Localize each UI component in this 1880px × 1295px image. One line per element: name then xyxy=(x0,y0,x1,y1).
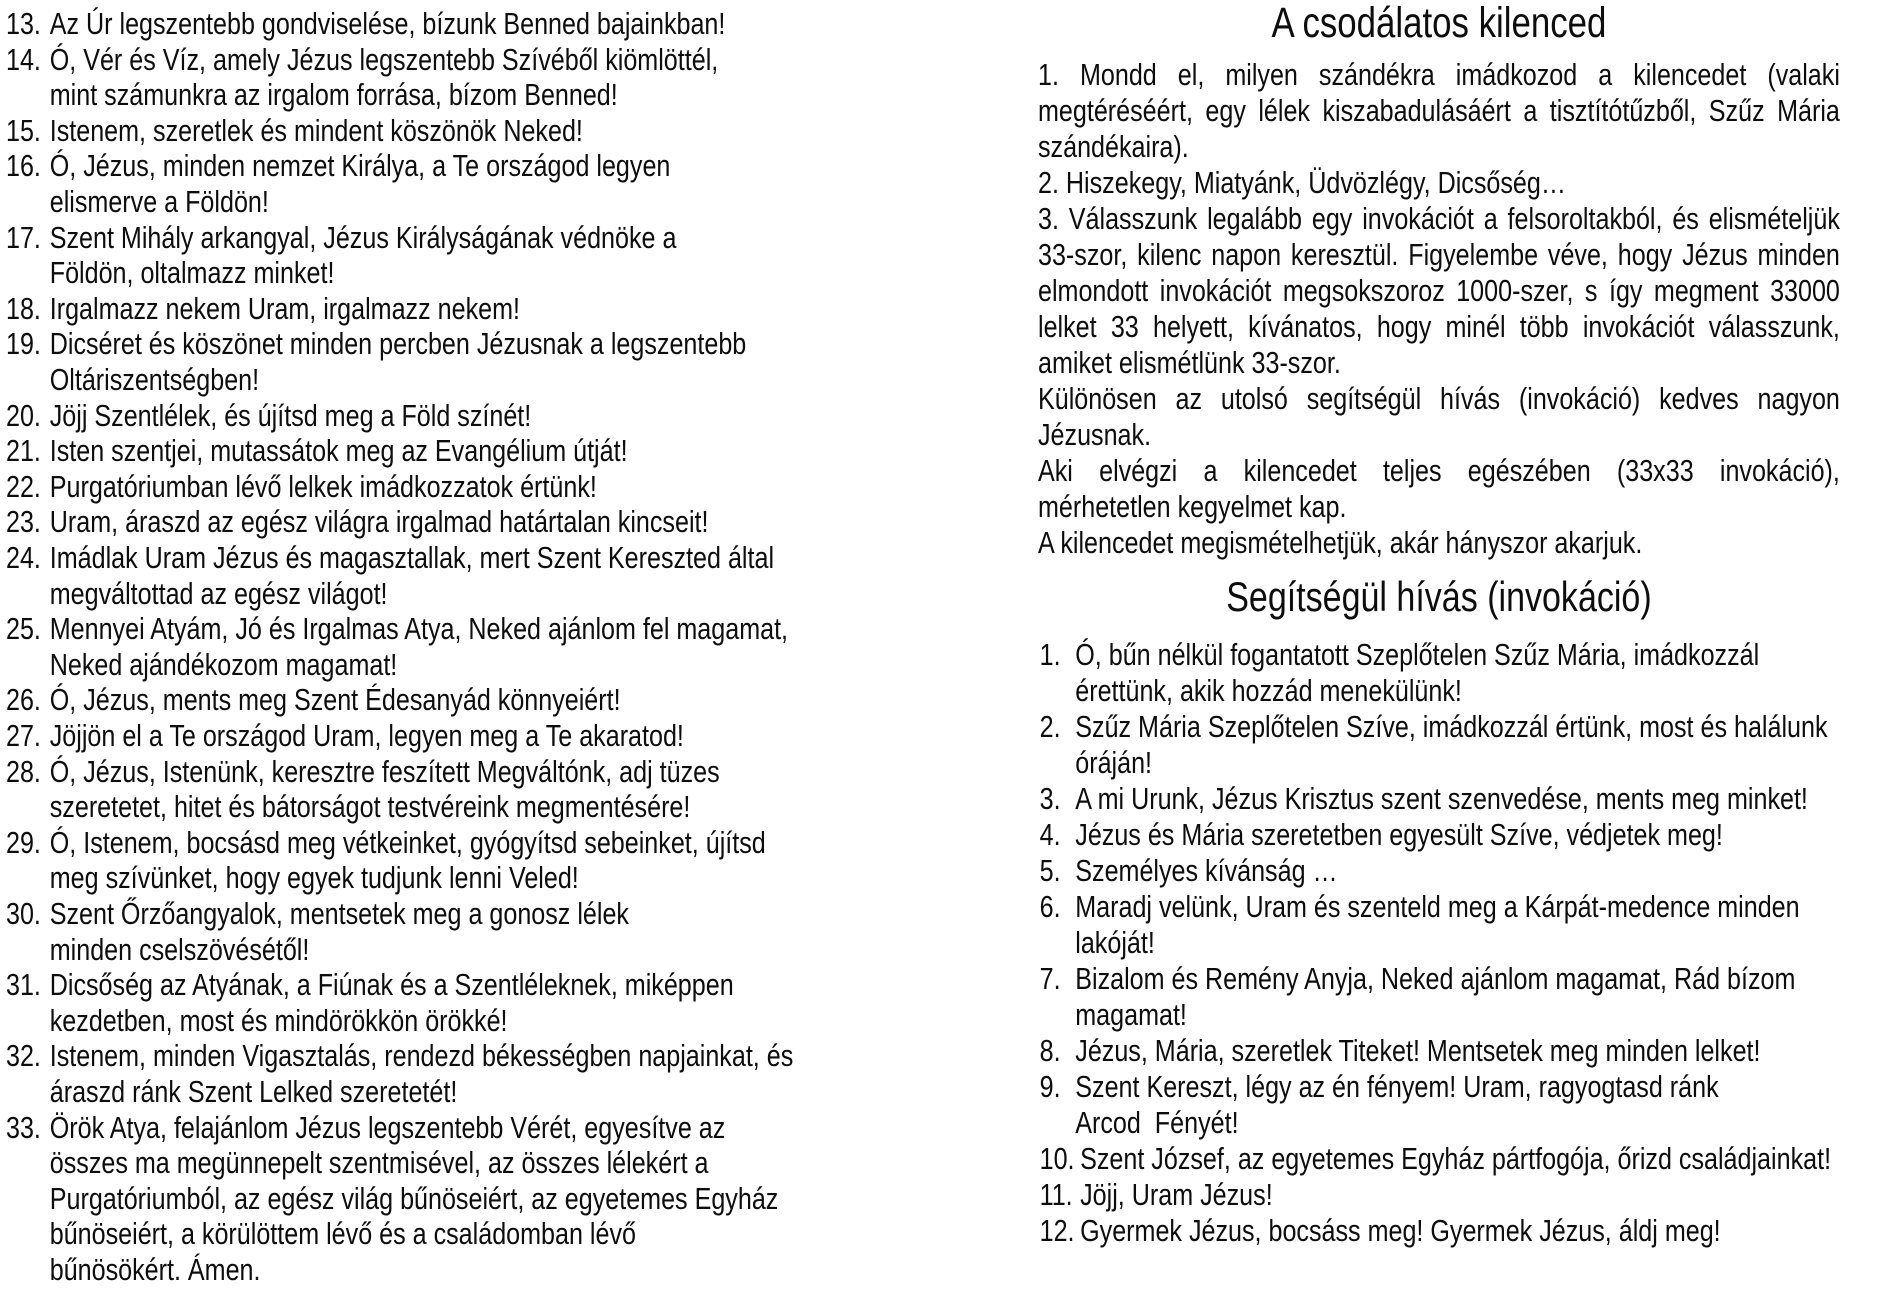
list-item-number: 25. xyxy=(6,611,41,647)
invocation-number: 6. xyxy=(1039,889,1061,924)
list-item-number: 32. xyxy=(6,1038,41,1074)
invocation-number: 9. xyxy=(1039,1069,1061,1104)
list-item-text: Szent Őrzőangyalok, mentsetek meg a gonosz lélek xyxy=(49,896,629,931)
invocation-text: Személyes kívánság … xyxy=(1075,853,1338,888)
instruction-line: lelket 33 helyett, kívánatos, hogy minél több invokációt válasszunk, xyxy=(1038,309,1840,344)
invocation-text: Ó, bűn nélkül fogantatott Szeplőtelen Szűz Mária, imádkozzál xyxy=(1075,637,1760,672)
list-item-text: Ó, Jézus, minden nemzet Királya, a Te országod legyen xyxy=(49,148,671,184)
list-item-number: 21. xyxy=(6,433,41,469)
list-item-number: 22. xyxy=(6,468,41,504)
invocation-text: Jézus, Mária, szeretlek Titeket! Mentsetek meg minden lelket! xyxy=(1075,1033,1761,1068)
list-item-text: Ó, Istenem, bocsásd meg vétkeinket, gyógyítsd sebeinket, újítsd xyxy=(49,824,766,860)
list-item-number: 27. xyxy=(6,718,41,753)
list-item-number: 20. xyxy=(6,397,41,433)
invocation-number: 5. xyxy=(1039,853,1061,888)
list-item-text: bűnöseiért, a körülöttem lévő és a családomban lévő xyxy=(49,1216,636,1252)
list-item-text: Az Úr legszentebb gondviselése, bízunk Benned bajainkban! xyxy=(49,6,726,41)
list-item-text: kezdetben, most és mindörökkön örökké! xyxy=(49,1002,508,1038)
invocation-number: 7. xyxy=(1039,961,1061,996)
list-item-text: Szent Mihály arkangyal, Jézus Királyságának védnöke a xyxy=(49,219,677,255)
list-item-text: Ó, Jézus, Istenünk, keresztre feszített Megváltónk, adj tüzes xyxy=(49,753,720,789)
list-item-number: 31. xyxy=(6,967,41,1003)
list-item-text: Irgalmazz nekem Uram, irgalmazz nekem! xyxy=(49,290,520,326)
instruction-line: 2. Hiszekegy, Miatyánk, Üdvözlégy, Dicsőség… xyxy=(1038,165,1566,200)
invocation-number: 12. xyxy=(1039,1213,1075,1248)
invocation-text: lakóját! xyxy=(1075,925,1155,960)
list-item-text: összes ma megünnepelt szentmisével, az összes lélekért a xyxy=(49,1145,709,1181)
list-item-text: meg szívünket, hogy egyek tudjunk lenni Veled! xyxy=(49,860,579,896)
invocation-text: Szűz Mária Szeplőtelen Szíve, imádkozzál értünk, most és halálunk xyxy=(1075,709,1828,744)
list-item-text: Isten szentjei, mutassátok meg az Evangélium útját! xyxy=(49,433,628,469)
list-item-number: 23. xyxy=(6,504,41,540)
list-item-text: minden cselszövésétől! xyxy=(49,931,310,967)
instruction-line: 1. Mondd el, milyen szándékra imádkozod a kilencedet (valaki xyxy=(1038,57,1840,92)
invocation-text: Gyermek Jézus, bocsáss meg! Gyermek Jézus, áldj meg! xyxy=(1080,1213,1721,1248)
invocation-number: 10. xyxy=(1039,1141,1075,1176)
invocation-text: Szent Kereszt, légy az én fényem! Uram, ragyogtasd ránk xyxy=(1075,1069,1719,1104)
list-item-text: Purgatóriumból, az egész világ bűnöseiért, az egyetemes Egyház xyxy=(49,1180,779,1216)
list-item-text: mint számunkra az irgalom forrása, bízom Benned! xyxy=(49,77,618,113)
list-item-number: 16. xyxy=(6,148,41,184)
list-item-text: Mennyei Atyám, Jó és Irgalmas Atya, Neked ajánlom fel magamat, xyxy=(49,611,789,647)
instruction-line: A kilencedet megismételhetjük, akár hányszor akarjuk. xyxy=(1038,525,1643,560)
invocations-title: Segítségül hívás (invokáció) xyxy=(1226,573,1652,620)
list-item-number: 26. xyxy=(6,682,41,718)
list-item-text: Purgatóriumban lévő lelkek imádkozzatok értünk! xyxy=(49,468,597,504)
instruction-line: szándékaira). xyxy=(1038,129,1189,164)
instruction-line: Különösen az utolsó segítségül hívás (invokáció) kedves nagyon xyxy=(1038,381,1840,416)
list-item-number: 15. xyxy=(6,112,41,148)
list-item-text: Oltáriszentségben! xyxy=(49,362,260,397)
list-item-text: megváltottad az egész világot! xyxy=(49,575,388,611)
list-item-text: Jöjjön el a Te országod Uram, legyen meg a Te akaratod! xyxy=(49,718,684,753)
list-item-number: 29. xyxy=(6,824,41,860)
invocation-number: 3. xyxy=(1039,781,1061,816)
invocation-text: Bizalom és Remény Anyja, Neked ajánlom magamat, Rád bízom xyxy=(1075,961,1796,996)
invocation-number: 11. xyxy=(1039,1177,1073,1212)
list-item-number: 33. xyxy=(6,1109,41,1145)
instruction-line: 3. Válasszunk legalább egy invokációt a felsoroltakból, és elismételjük xyxy=(1038,201,1840,236)
invocation-text: Jézus és Mária szeretetben egyesült Szíve, védjetek meg! xyxy=(1075,817,1723,852)
list-item-text: Uram, áraszd az egész világra irgalmad határtalan kincseit! xyxy=(49,504,709,540)
list-item-number: 19. xyxy=(6,326,41,362)
list-item-text: elismerve a Földön! xyxy=(49,184,269,219)
instruction-line: amiket elismétlünk 33-szor. xyxy=(1038,345,1341,380)
list-item-number: 24. xyxy=(6,540,41,575)
list-item-text: Neked ajándékozom magamat! xyxy=(49,646,398,682)
invocation-text: Szent József, az egyetemes Egyház pártfogója, őrizd családjainkat! xyxy=(1080,1141,1832,1176)
list-item-text: Istenem, szeretlek és mindent köszönök Neked! xyxy=(49,112,583,148)
instruction-line: elmondott invokációt megsokszoroz 1000-szer, s így megment 33000 xyxy=(1038,273,1840,308)
invocation-number: 8. xyxy=(1039,1033,1061,1068)
invocation-text: magamat! xyxy=(1075,997,1187,1032)
list-item-text: Jöjj Szentlélek, és újítsd meg a Föld színét! xyxy=(49,397,532,433)
invocation-text: óráján! xyxy=(1075,745,1153,780)
list-item-text: Földön, oltalmazz minket! xyxy=(49,255,335,291)
list-item-number: 13. xyxy=(6,6,41,41)
list-item-text: szeretetet, hitet és bátorságot testvéreink megmentésére! xyxy=(49,789,691,825)
invocation-text: Jöjj, Uram Jézus! xyxy=(1080,1177,1273,1212)
list-item-text: Imádlak Uram Jézus és magasztallak, mert Szent Kereszted által xyxy=(49,540,775,575)
list-item-text: áraszd ránk Szent Lelked szeretetét! xyxy=(49,1074,458,1109)
list-item-number: 18. xyxy=(6,290,41,326)
list-item-text: Istenem, minden Vigasztalás, rendezd békességben napjainkat, és xyxy=(49,1038,794,1074)
list-item-text: bűnösökért. Ámen. xyxy=(49,1252,261,1287)
list-item-text: Örök Atya, felajánlom Jézus legszentebb Vérét, egyesítve az xyxy=(49,1109,726,1145)
list-item-text: Ó, Vér és Víz, amely Jézus legszentebb Szívéből kiömlöttél, xyxy=(49,41,719,77)
invocation-number: 4. xyxy=(1039,817,1061,852)
list-item-number: 17. xyxy=(6,219,41,255)
invocation-number: 2. xyxy=(1039,709,1061,744)
instruction-line: mérhetetlen kegyelmet kap. xyxy=(1038,489,1347,524)
list-item-number: 30. xyxy=(6,896,41,931)
instruction-line: megtéréséért, egy lélek kiszabadulásáért a tisztítótűzből, Szűz Mária xyxy=(1038,93,1840,128)
invocation-number: 1. xyxy=(1039,637,1061,672)
invocation-text: A mi Urunk, Jézus Krisztus szent szenvedése, ments meg minket! xyxy=(1075,781,1808,816)
invocation-text: Arcod Fényét! xyxy=(1075,1105,1239,1140)
instruction-line: 33-szor, kilenc napon keresztül. Figyelembe véve, hogy Jézus minden xyxy=(1038,237,1840,272)
list-item-number: 28. xyxy=(6,753,41,789)
instruction-line: Aki elvégzi a kilencedet teljes egészében (33x33 invokáció), xyxy=(1038,453,1840,488)
instruction-line: Jézusnak. xyxy=(1038,417,1152,452)
invocation-text: Maradj velünk, Uram és szenteld meg a Kárpát-medence minden xyxy=(1075,889,1800,924)
list-item-text: Dicséret és köszönet minden percben Jézusnak a legszentebb xyxy=(49,326,747,362)
list-item-text: Ó, Jézus, ments meg Szent Édesanyád könnyeiért! xyxy=(49,682,621,718)
list-item-number: 14. xyxy=(6,41,41,77)
list-item-text: Dicsőség az Atyának, a Fiúnak és a Szentléleknek, miképpen xyxy=(49,967,734,1003)
invocation-text: érettünk, akik hozzád menekülünk! xyxy=(1075,673,1462,708)
novena-title: A csodálatos kilenced xyxy=(1271,0,1607,47)
